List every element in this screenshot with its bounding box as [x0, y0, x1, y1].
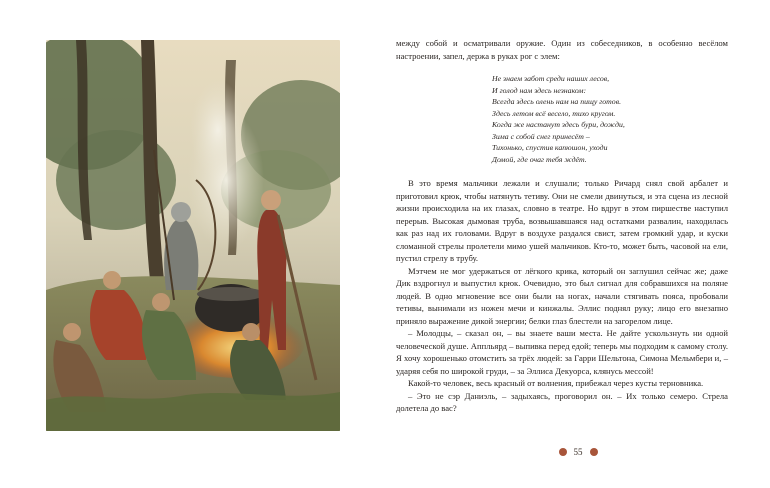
paragraph: Мэтчем не мог удержаться от лёгкого крика, который он заглушил сейчас же; даже Дик вздрогнул и выпустил крюк. Очевидно, это был сигнал для собравшихся на поляне людей. В одно мгновение все они были на ногах, начали стягивать пояса, пробовали тетивы, вынимали из ножен мечи и кинжалы. Эллис поднял руку; лицо его внезапно приняло выражение дикой энергии; белки глаз блестели на загорелом лице. [396, 265, 728, 326]
poem-line: Всегда здесь олень нам на пищу готов. [492, 97, 622, 106]
ornament-dot-icon [559, 448, 567, 456]
illustration-painting [46, 40, 340, 431]
lead-paragraph: между собой и осматривали оружие. Один из собеседников, в особенно весёлом настроении, запел, держа в руках рог с элем: [396, 38, 728, 61]
poem-line: Тихонько, спустив капюшон, уходи [492, 143, 608, 152]
poem-line: Зима с собой снег принесёт – [492, 131, 590, 141]
page-number: 55 [573, 447, 583, 457]
paragraph: В это время мальчики лежали и слушали; только Ричард снял свой арбалет и приготовил крюк, чтобы натянуть тетиву. Они не смели двинуться, и эта сцена из лесной жизни происходила на их глазах, словно в театре. Но вдруг в этом пиршестве наступил перерыв. Высокая дымовая труба, возвышавшаяся над остатками развалин, находилась как раз над их головами. Вдруг в воздухе раздался свист, затем громкий удар, и куски сломанной стрелы пролетели мимо ушей мальчиков. Кто-то, может быть, часовой на ели, пустил стрелу в трубу. [396, 178, 728, 263]
text-column [396, 37, 728, 415]
poem-line: Домой, где очаг тебя ждёт. [492, 154, 587, 164]
paragraph: – Молодцы, – сказал он, – вы знаете ваши места. Не дайте ускользнуть ни одной человеческой душе. Аппльярд – выпивка перед едой; теперь мы подходим к самому столу. Я хочу хорошенько отомстить за трёх людей: за Гарри Шельтона, Симона Мельмбери и, – ударяя себя по широкой груди, – за Эллиса Декуорса, клянусь мессой! [396, 328, 728, 376]
illustration-outlaws-camp [46, 40, 340, 431]
poem-line: И голод нам здесь незнаком: [492, 85, 587, 95]
paragraph: – Это не сэр Даниэль, – задыхаясь, проговорил он. – Их только семеро. Стрела долетела до вас? [396, 390, 728, 413]
poem-line: Когда же настанут здесь бури, дожди, [492, 120, 625, 129]
page-footer [546, 445, 610, 459]
poem-line: Здесь летом всё весело, тихо кругом. [492, 108, 616, 118]
ornament-dot-icon [590, 448, 598, 456]
right-page [385, 0, 770, 488]
paragraph: Какой-то человек, весь красный от волнения, прибежал через кусты терновника. [408, 378, 704, 388]
poem [492, 73, 728, 165]
poem-line: Не знаем забот среди наших лесов, [492, 74, 610, 83]
